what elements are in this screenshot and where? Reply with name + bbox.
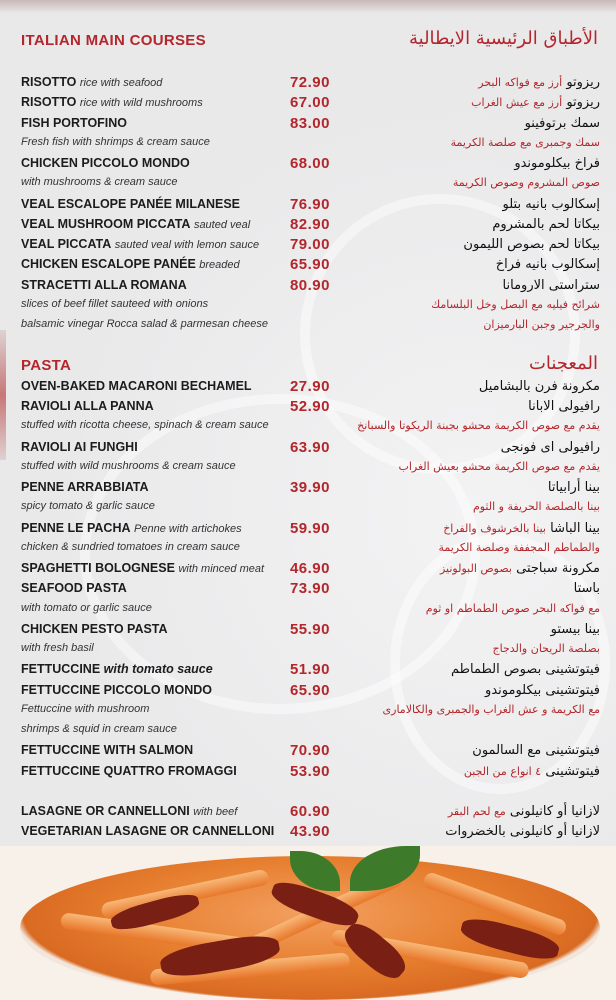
item-name-en (21, 804, 237, 818)
description-ar: مع الكريمة و عش الغراب والجمبرى والكالامارى (382, 702, 600, 716)
menu-item (0, 519, 616, 539)
menu-item-description (0, 458, 616, 478)
menu-item-description (0, 600, 616, 620)
item-name: RISOTTO (21, 75, 77, 89)
item-name-ar (548, 480, 600, 495)
item-name-en (21, 116, 127, 130)
description-en: spicy tomato & garlic sauce (21, 500, 155, 513)
description-en: Fettuccine with mushroom (21, 702, 150, 715)
menu-item-description (0, 134, 616, 154)
item-name-arabic: فيتوتشينى بصوص الطماطم (451, 662, 600, 678)
item-name-en (21, 764, 237, 778)
item-inline-description: with tomato sauce (103, 662, 213, 677)
description-en: slices of beef fillet sauteed with onions (21, 297, 209, 310)
item-name-arabic: ستراستى الارومانا (502, 277, 600, 293)
item-name: RISOTTO (21, 95, 77, 110)
menu-item-description (0, 498, 616, 518)
item-description-arabic: أرز مع فواكه البحر (478, 76, 563, 89)
item-description-arabic: أرز مع عيش الغراب (471, 96, 563, 110)
item-name-arabic: بيكاتا لحم بالمشروم (492, 216, 600, 232)
item-name-ar (445, 824, 600, 839)
item-inline-description: sauted veal (193, 218, 251, 231)
section-title-ar: المعجنات (528, 352, 598, 374)
description-ar: صوص المشروم وصوص الكريمة (452, 176, 600, 190)
item-description-arabic: بينا بالخرشوف والفراخ (443, 521, 546, 535)
item-name-en (21, 237, 259, 251)
item-name-ar (471, 95, 600, 110)
description-ar: والطماطم المجففة وصلصة الكريمة (438, 540, 600, 554)
menu-item (0, 195, 616, 215)
item-name: SPAGHETTI BOLOGNESE (21, 561, 175, 575)
item-name-ar (503, 197, 600, 212)
description-ar: مع فواكه البحر صوص الطماطم او ثوم (425, 601, 600, 615)
item-price: 55.90 (289, 620, 330, 638)
top-border (0, 0, 616, 14)
item-name-ar (478, 75, 600, 90)
item-price: 52.90 (289, 398, 330, 415)
item-name-en (21, 399, 154, 413)
item-name-en (21, 480, 149, 494)
item-name-en (21, 622, 168, 636)
item-inline-description: rice with wild mushrooms (79, 97, 203, 110)
item-price: 70.90 (289, 742, 330, 760)
menu-item-description (0, 701, 616, 721)
item-price: 76.90 (289, 195, 330, 213)
item-name: FETTUCCINE WITH SALMON (21, 743, 194, 758)
item-name: VEGETARIAN LASAGNE OR CANNELLONI (21, 824, 275, 839)
item-name-arabic: بينا بيستو (550, 621, 600, 637)
item-name-ar (463, 237, 600, 252)
item-name-arabic: مكرونة سباجتى (516, 561, 600, 576)
item-name-en (21, 75, 162, 89)
item-name-arabic: إسكالوب بانيه بتلو (502, 196, 600, 212)
menu-item (0, 802, 616, 822)
item-name-ar (472, 743, 600, 758)
item-name-arabic: فيتوتشينى (545, 763, 600, 779)
item-name-ar (525, 116, 600, 131)
item-price: 82.90 (289, 215, 330, 233)
item-inline-description: sauted veal with lemon sauce (114, 239, 260, 251)
item-price: 73.90 (289, 580, 330, 598)
description-en: with tomato or garlic sauce (21, 601, 152, 614)
description-en: with fresh basil (21, 642, 94, 654)
menu-item (0, 559, 616, 579)
item-name-arabic: رافيولى اى فونجى (500, 439, 600, 455)
description-ar: بينا بالصلصة الحريفة و الثوم (472, 500, 600, 514)
item-name-en (21, 95, 203, 109)
item-name: FETTUCCINE QUATTRO FROMAGGI (21, 763, 237, 778)
item-name-arabic: ريزوتو (566, 75, 600, 90)
menu-item (0, 438, 616, 458)
item-inline-description: Penne with artichokes (134, 522, 242, 535)
item-name-ar (574, 581, 600, 596)
description-en: stuffed with wild mushrooms & cream sauce (21, 459, 236, 472)
item-name-ar (528, 399, 600, 414)
item-price: 46.90 (289, 560, 330, 577)
item-name-ar (448, 804, 600, 819)
item-name-ar (464, 764, 600, 779)
section-header (0, 352, 616, 377)
item-name-en (21, 257, 240, 271)
description-en: with mushrooms & cream sauce (21, 176, 178, 189)
menu-item (0, 741, 616, 761)
item-name-arabic: فيتوتشينى بيكلوموندو (485, 682, 600, 698)
item-name: VEAL ESCALOPE PANÉE MILANESE (21, 196, 241, 211)
item-name-arabic: ريزوتو (566, 95, 600, 111)
item-name-arabic: لازانيا أو كانيلونى بالخضروات (445, 824, 600, 840)
menu-item (0, 377, 616, 397)
item-name-en (21, 581, 127, 595)
item-name-arabic: بينا الباشا (550, 520, 600, 536)
menu-item (0, 154, 616, 174)
description-ar: شرائح فيليه مع البصل وخل البلسامك (431, 297, 600, 311)
item-inline-description: rice with seafood (79, 77, 163, 89)
item-price: 60.90 (289, 803, 330, 820)
item-price: 63.90 (289, 438, 330, 456)
item-name-ar (443, 521, 600, 536)
menu-item-description (0, 296, 616, 316)
menu-item-description (0, 721, 616, 741)
description-en: shrimps & squid in cream sauce (21, 723, 177, 735)
menu-item (0, 478, 616, 498)
section-title-en: ITALIAN MAIN COURSES (21, 32, 206, 49)
description-ar: والجرجير وجبن البارميزان (483, 318, 600, 331)
item-name-ar (496, 257, 600, 272)
menu-item (0, 822, 616, 842)
menu-item-description (0, 316, 616, 336)
item-price: 43.90 (289, 823, 330, 841)
item-name-arabic: لازانيا أو كانيلونى (509, 804, 600, 819)
item-name: STRACETTI ALLA ROMANA (21, 277, 187, 292)
item-name-en (21, 440, 138, 454)
item-price: 68.00 (289, 155, 330, 172)
item-name-en (21, 379, 252, 393)
item-price: 59.90 (289, 519, 330, 537)
menu-item (0, 73, 616, 93)
item-name: CHICKEN ESCALOPE PANÉE (21, 257, 196, 272)
item-name: FETTUCCINE PICCOLO MONDO (21, 682, 212, 697)
item-price: 67.00 (289, 94, 330, 112)
item-name: VEAL PICCATA (21, 237, 112, 251)
item-name-en (21, 561, 264, 575)
menu-item (0, 681, 616, 701)
item-name: CHICKEN PESTO PASTA (21, 621, 168, 636)
menu-item-description (0, 417, 616, 437)
menu-item (0, 114, 616, 134)
item-name: PENNE ARRABBIATA (21, 480, 149, 494)
description-ar: يقدم مع صوص الكريمة محشو بجبنة الريكوتا والسبانخ (357, 419, 600, 433)
description-en: balsamic vinegar Rocca salad & parmesan cheese (21, 318, 269, 330)
menu-item (0, 276, 616, 296)
menu-item-description (0, 640, 616, 660)
item-name-arabic: بينا أرابياتا (547, 480, 600, 495)
item-name: CHICKEN PICCOLO MONDO (21, 156, 190, 170)
menu-item (0, 579, 616, 599)
item-name-arabic: مكرونة فرن بالبشاميل (478, 378, 600, 394)
item-name-arabic: إسكالوب بانيه فراخ (495, 257, 600, 273)
menu-item-description (0, 539, 616, 559)
item-name-ar (501, 440, 600, 455)
item-name-arabic: باستا (573, 581, 600, 597)
item-name-en (21, 197, 240, 211)
menu-item (0, 93, 616, 113)
spacer (0, 336, 616, 356)
menu-item (0, 215, 616, 235)
item-name: LASAGNE OR CANNELLONI (21, 804, 190, 818)
item-name-arabic: فراخ بيكلوموندو (514, 156, 600, 171)
description-ar: بصلصة الريحان والدجاج (492, 642, 600, 655)
menu-item (0, 620, 616, 640)
section-title-en: PASTA (21, 356, 72, 374)
item-name: RAVIOLI ALLA PANNA (21, 399, 154, 413)
description-en: stuffed with ricotta cheese, spinach & cream sauce (21, 419, 269, 432)
item-name-en (21, 824, 274, 838)
item-name-en (21, 521, 242, 535)
spacer (0, 782, 616, 802)
menu-item (0, 397, 616, 417)
item-price: 27.90 (289, 377, 330, 395)
item-price: 79.00 (289, 236, 330, 253)
item-price: 83.00 (289, 114, 330, 132)
item-name-arabic: رافيولى الابانا (528, 399, 600, 414)
item-name-ar (551, 622, 600, 637)
item-name: PENNE LE PACHA (21, 520, 131, 535)
item-name-ar (514, 156, 600, 171)
item-name-en (21, 662, 213, 676)
item-price: 53.90 (289, 762, 330, 780)
item-inline-description: breaded (199, 259, 240, 272)
item-inline-description: with beef (193, 806, 238, 818)
item-name-arabic: بيكاتا لحم بصوص الليمون (463, 237, 600, 252)
item-name-ar (479, 379, 600, 394)
item-name: VEAL MUSHROOM PICCATA (21, 216, 191, 231)
description-ar: يقدم مع صوص الكريمة محشو بعيش الغراب (398, 459, 600, 473)
item-name-en (21, 278, 187, 292)
item-name: FETTUCCINE (21, 662, 101, 677)
item-name: SEAFOOD PASTA (21, 581, 127, 596)
item-name-en (21, 743, 193, 757)
menu-item-description (0, 174, 616, 194)
item-price: 80.90 (289, 276, 330, 294)
section-title-ar: الأطباق الرئيسية الايطالية (408, 28, 598, 49)
item-name: RAVIOLI AI FUNGHI (21, 439, 138, 454)
menu-list (0, 73, 616, 843)
description-en: Fresh fish with shrimps & cream sauce (21, 135, 210, 148)
menu-item (0, 235, 616, 255)
item-name-arabic: فيتوتشينى مع السالمون (472, 743, 600, 759)
item-name-en (21, 217, 250, 231)
item-name: OVEN-BAKED MACARONI BECHAMEL (21, 378, 252, 393)
item-description-arabic: بصوص البولونيز (439, 562, 512, 575)
item-price: 65.90 (289, 681, 330, 699)
menu-item (0, 660, 616, 680)
pasta-photo (0, 846, 616, 1000)
description-ar: سمك وجمبرى مع صلصة الكريمة (450, 135, 600, 149)
item-name-ar (451, 662, 600, 677)
item-name-arabic: سمك برتوفينو (524, 115, 600, 131)
description-en: chicken & sundried tomatoes in cream sauce (21, 540, 240, 553)
item-name-ar (503, 278, 600, 293)
menu-item (0, 762, 616, 782)
item-name-ar (440, 561, 600, 576)
item-name: FISH PORTOFINO (21, 115, 128, 130)
item-inline-description: with minced meat (178, 563, 265, 575)
menu-item (0, 255, 616, 275)
item-name-en (21, 683, 212, 697)
item-price: 51.90 (289, 661, 330, 679)
item-name-en (21, 156, 190, 170)
item-name-ar (485, 683, 600, 698)
item-description-arabic: مع لحم البقر (447, 805, 506, 818)
item-description-arabic: ٤ انواع من الجبن (463, 764, 542, 778)
item-price: 65.90 (289, 256, 330, 274)
item-price: 72.90 (289, 74, 330, 91)
item-price: 39.90 (289, 479, 330, 496)
item-name-ar (492, 217, 600, 232)
